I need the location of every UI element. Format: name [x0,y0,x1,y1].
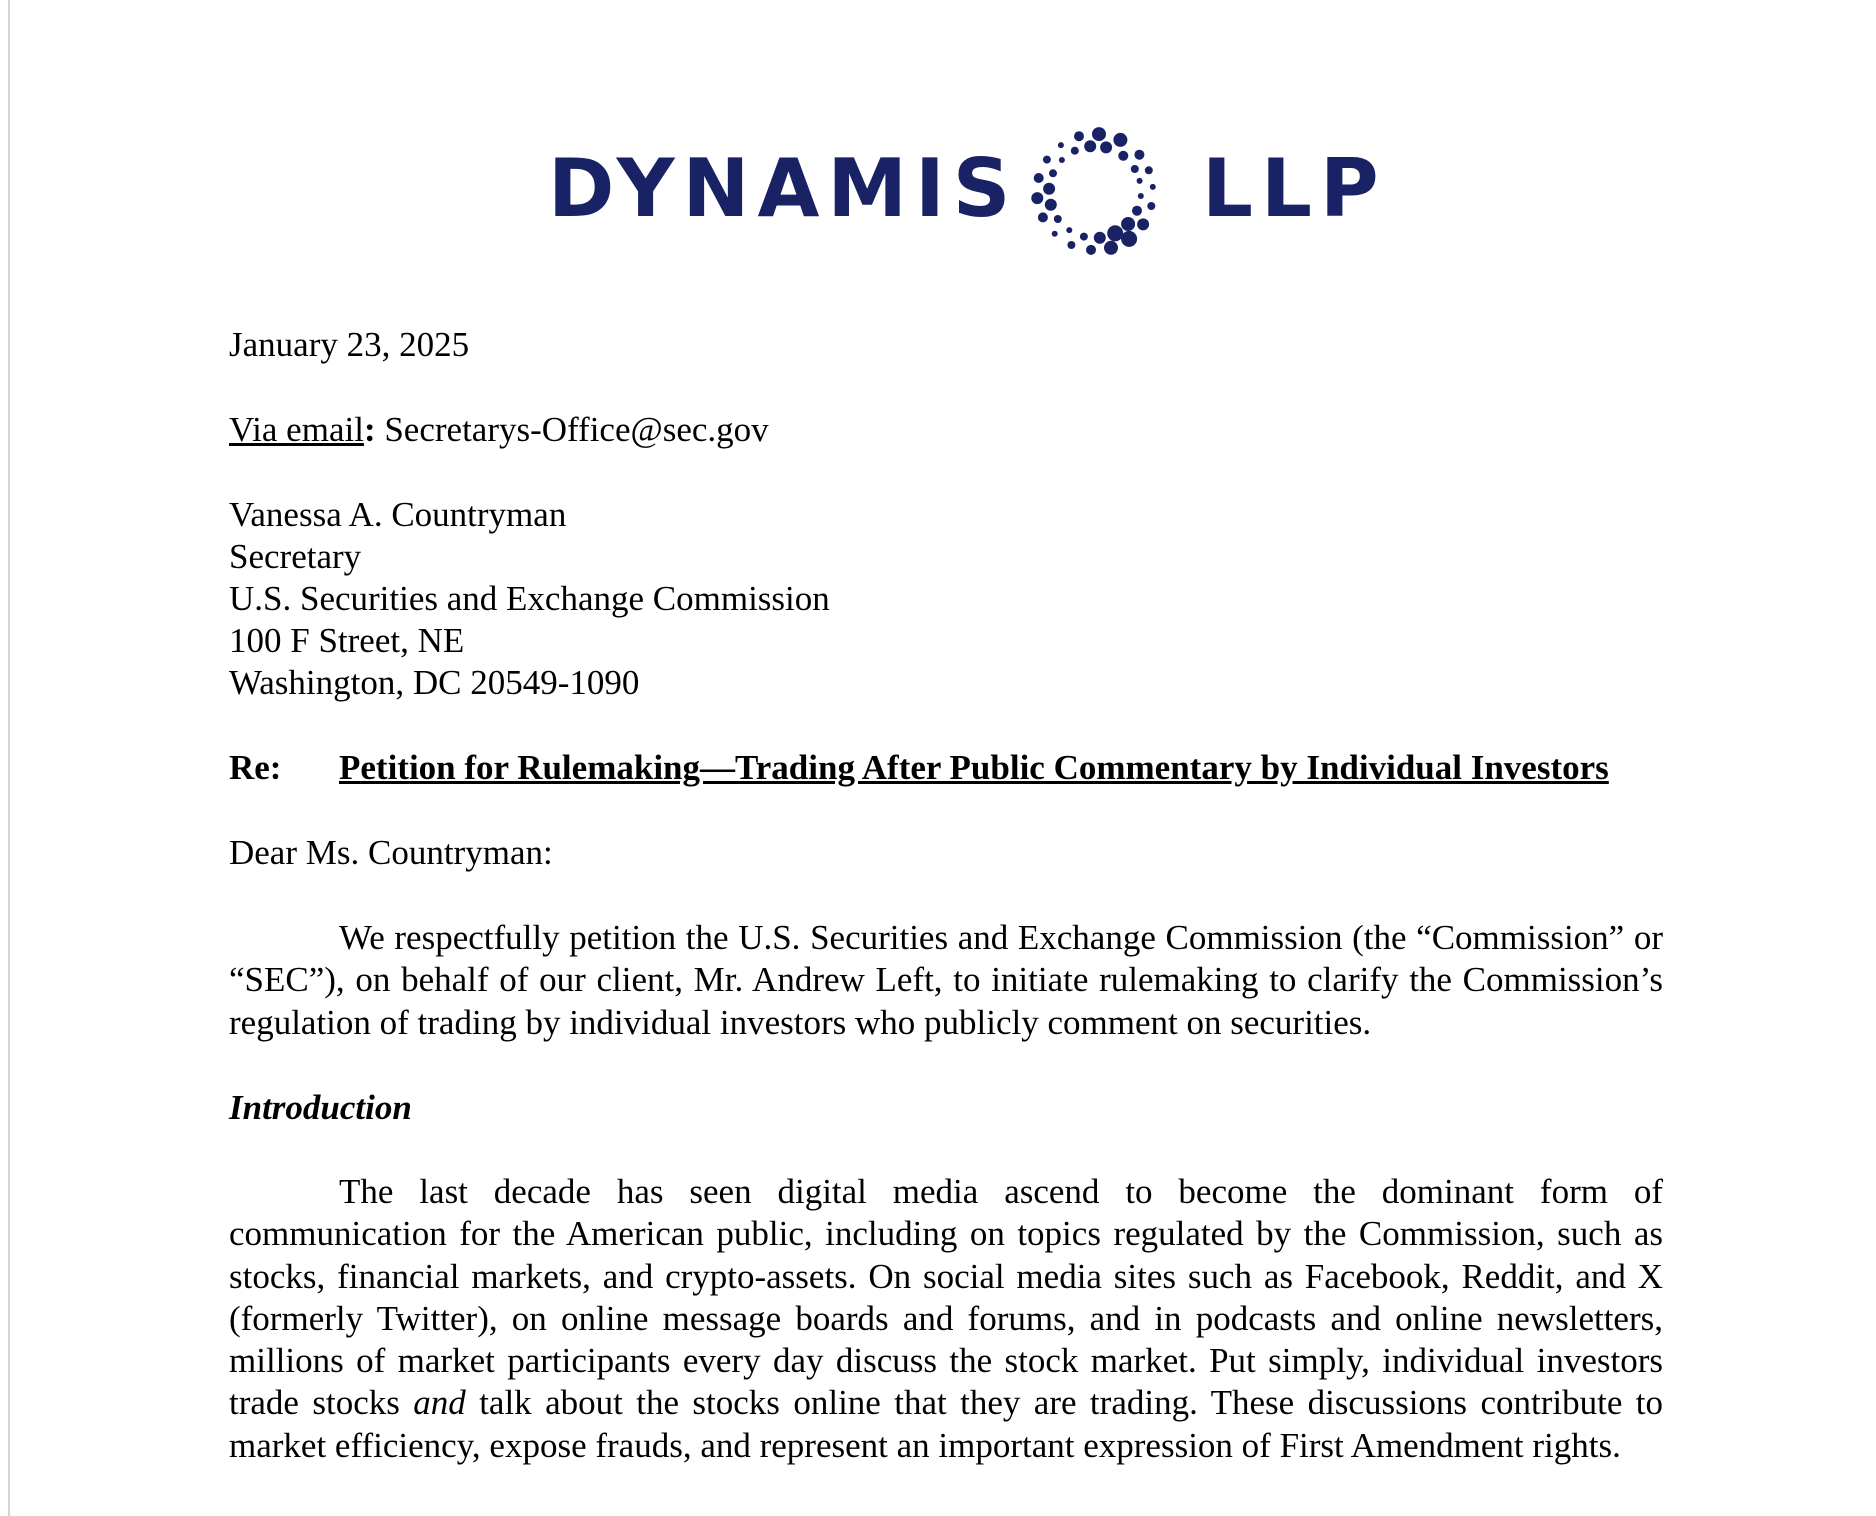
dotted-ring-logo-icon [1010,112,1180,272]
letterhead [0,112,1876,272]
firm-name-left: DYNAMIS [548,142,1019,235]
petition-paragraph [229,917,1663,1044]
letter-date: January 23, 2025 [229,325,470,364]
delivery-label: Via email [229,410,364,449]
intro-text-after: talk about the stocks online that they are trading. These discussions contribute to market efficiency, expose frauds, and represent an important expression of First Amendment rights. [229,1383,1663,1465]
intro-text-before: The last decade has seen digital media ascend to become the dominant form of communication for the American public, including on topics regulated by the Commission, such as stocks, financial markets, and crypto-assets. On social media sites such as Facebook, Reddit, and X (formerly Twitter), on online message boards and forums, and in podcasts and online newsletters, millions of market participants every day discuss the stock market. Put simply, individual investors trade stocks [229,1172,1663,1423]
recipient-city: Washington, DC 20549-1090 [229,663,640,702]
re-subject: Petition for Rulemaking—Trading After Public Commentary by Individual Investors [339,748,1609,787]
delivery-separator: : [363,410,376,449]
recipient-title: Secretary [229,537,362,576]
delivery-line [229,409,769,451]
firm-name-right: LLP [1202,142,1387,235]
petition-text: We respectfully petition the U.S. Securities and Exchange Commission (the “Commission” or “SEC”), on behalf of our client, Mr. Andrew Left, to initiate rulemaking to clarify the Commission’s regulation of trading by individual investors who publicly comment on securities. [229,918,1663,1042]
recipient-organization: U.S. Securities and Exchange Commission [229,579,830,618]
salutation: Dear Ms. Countryman: [229,833,553,872]
introduction-heading: Introduction [229,1088,412,1127]
intro-emphasis: and [413,1383,466,1423]
recipient-name: Vanessa A. Countryman [229,495,567,534]
introduction-paragraph [229,1171,1663,1467]
recipient-street: 100 F Street, NE [229,621,465,660]
delivery-email: Secretarys-Office@sec.gov [375,410,769,449]
re-label: Re: [229,748,282,787]
